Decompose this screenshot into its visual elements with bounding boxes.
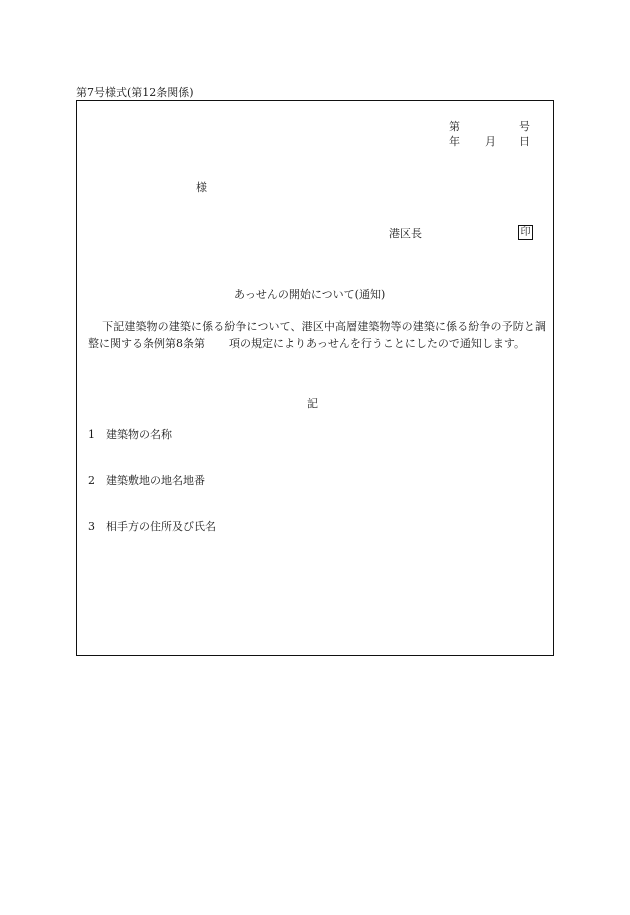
document-frame <box>76 100 554 656</box>
item-1-label: 建築物の名称 <box>106 428 172 441</box>
sender-name: 港区長 <box>389 227 422 240</box>
date-day: 日 <box>519 135 530 148</box>
body-text-part1: 下記建築物の建築に係る紛争について、港区中高層建築物等の建築に係る紛争の予防と調整に関する条例第8条第 <box>88 320 546 350</box>
date-month: 月 <box>485 135 496 148</box>
number-suffix: 号 <box>519 120 530 133</box>
ki-heading: 記 <box>307 397 318 410</box>
item-1-number: 1 <box>88 428 95 441</box>
item-3-number: 3 <box>88 520 95 533</box>
date-year: 年 <box>449 135 460 148</box>
addressee-suffix: 様 <box>196 181 207 194</box>
seal-mark: 印 <box>518 225 533 240</box>
item-2-number: 2 <box>88 474 95 487</box>
item-2-label: 建築敷地の地名地番 <box>106 474 205 487</box>
form-number-label: 第7号様式(第12条関係) <box>76 86 194 99</box>
document-title: あっせんの開始について(通知) <box>234 288 386 301</box>
number-prefix: 第 <box>449 120 460 133</box>
item-3-label: 相手方の住所及び氏名 <box>106 520 216 533</box>
body-paragraph <box>88 318 546 352</box>
body-text-part2: 項の規定によりあっせんを行うことにしたので通知します。 <box>229 337 526 350</box>
